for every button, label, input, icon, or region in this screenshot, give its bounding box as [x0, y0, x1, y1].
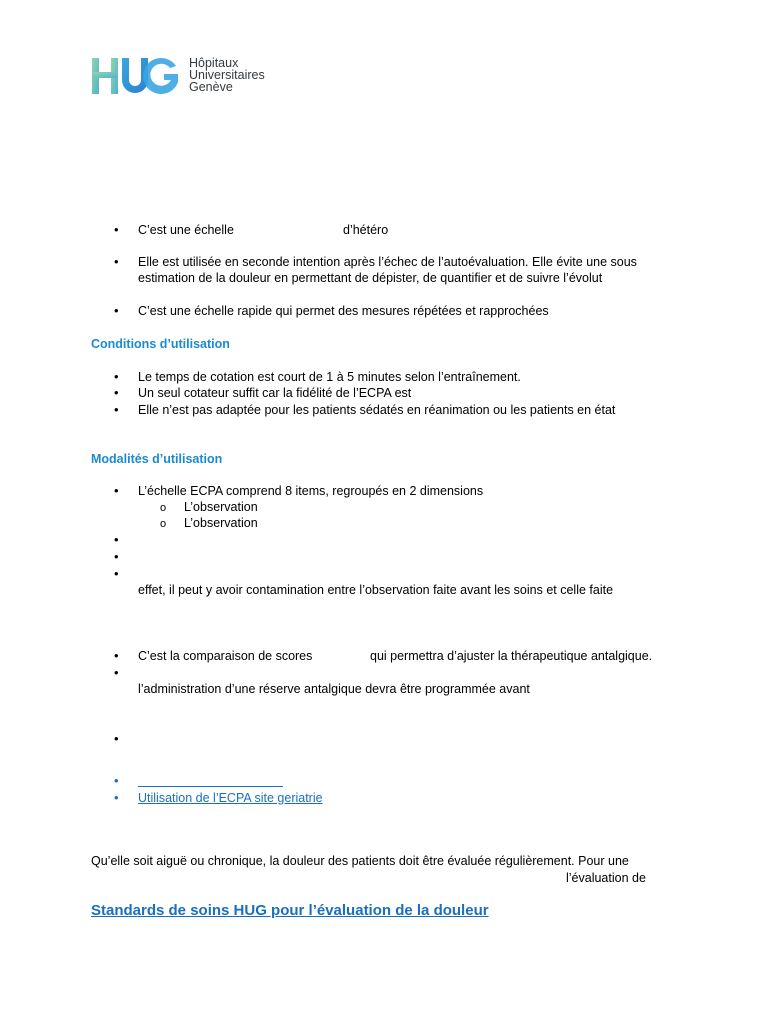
hug-logo — [92, 56, 272, 96]
intro-item-2a: Elle est utilisée en seconde intention après l’échec de l’autoévaluation. Elle évite une sous — [138, 255, 637, 269]
sub-bullet: o — [160, 502, 167, 514]
intro-item-1b: d’hétéro — [343, 223, 389, 237]
intro-item-3: C’est une échelle rapide qui permet des mesures répétées et rapprochées — [138, 304, 549, 318]
modalites-comparison-b: qui permettra d’ajuster la thérapeutique antalgique. — [370, 649, 653, 663]
bullet — [114, 665, 119, 681]
closing-line-2: l’évaluation de — [566, 871, 646, 885]
modalites-subitem-1: L’observation — [184, 500, 258, 514]
intro-item-1a: C’est une échelle — [138, 223, 234, 237]
logo-line-2: Universitaires — [189, 68, 265, 82]
bullet — [114, 222, 119, 238]
intro-item-2b: estimation de la douleur en permettant de dépister, de quantifier et de suivre l’évolut — [138, 271, 603, 285]
bullet — [114, 385, 119, 401]
modalites-continuation: effet, il peut y avoir contamination entre l’observation faite avant les soins et celle faite — [138, 583, 614, 597]
bullet — [114, 790, 119, 806]
closing-line-1: Qu’elle soit aiguë ou chronique, la douleur des patients doit être évaluée régulièrement. Pour une — [91, 854, 629, 868]
bullet — [114, 483, 119, 499]
bullet — [114, 773, 119, 789]
bullet — [114, 532, 119, 548]
modalites-heading: Modalités d’utilisation — [91, 452, 223, 466]
logo-line-3: Genève — [189, 80, 233, 94]
bullet — [114, 549, 119, 565]
sub-bullet: o — [160, 518, 167, 530]
bullet — [114, 402, 119, 418]
conditions-heading: Conditions d’utilisation — [91, 337, 230, 351]
bullet — [114, 303, 119, 319]
hug-logo-mark — [92, 56, 180, 96]
blank-link-underline[interactable] — [138, 786, 283, 787]
conditions-item-1: Le temps de cotation est court de 1 à 5 minutes selon l’entraînement. — [138, 370, 521, 384]
bullet — [114, 369, 119, 385]
modalites-item-1: L’échelle ECPA comprend 8 items, regroupés en 2 dimensions — [138, 484, 484, 498]
conditions-item-3: Elle n’est pas adaptée pour les patients sédatés en réanimation ou les patients en état — [138, 403, 616, 417]
modalites-comparison-a: C’est la comparaison de scores — [138, 649, 313, 663]
modalites-reserve: l’administration d’une réserve antalgique devra être programmée avant — [138, 682, 530, 696]
bullet — [114, 731, 119, 747]
modalites-subitem-2: L’observation — [184, 516, 258, 530]
standards-link[interactable]: Standards de soins HUG pour l’évaluation de la douleur — [91, 902, 489, 919]
logo-line-1: Hôpitaux — [189, 56, 239, 70]
bullet — [114, 566, 119, 582]
bullet — [114, 648, 119, 664]
ecpa-site-link[interactable]: Utilisation de l’ECPA site geriatrie — [138, 791, 323, 805]
conditions-item-2: Un seul cotateur suffit car la fidélité de l’ECPA est — [138, 386, 412, 400]
bullet — [114, 254, 119, 270]
